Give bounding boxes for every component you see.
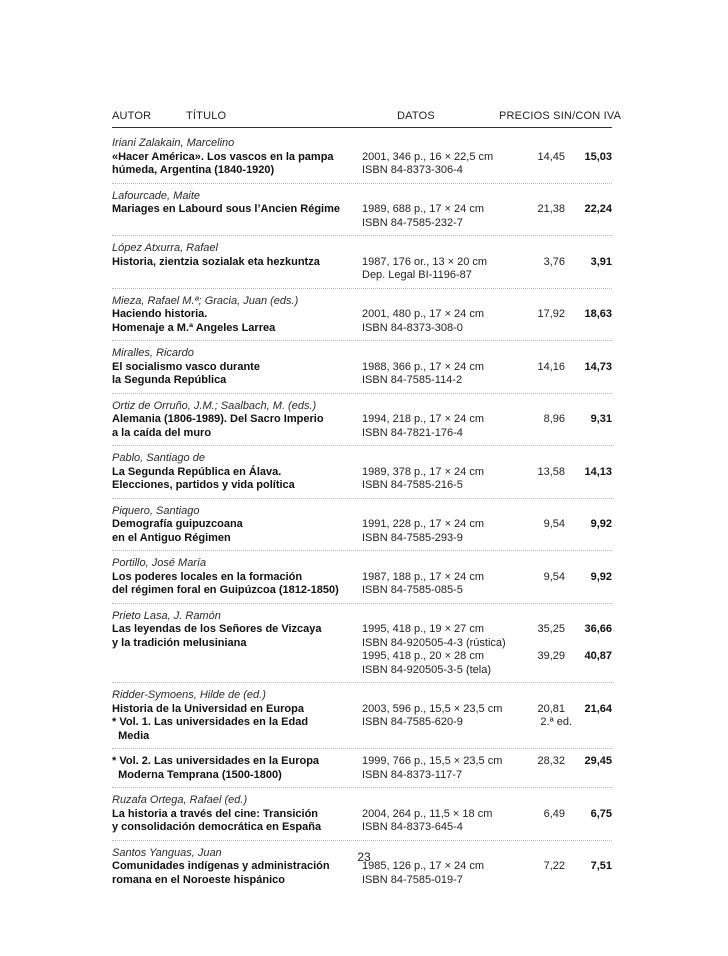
entry-datos: 1991, 228 p., 17 × 24 cm (362, 518, 485, 530)
entry-datos: ISBN 84-920505-3-5 (tela) (362, 663, 492, 676)
entry-datos: 1989, 378 p., 17 × 24 cm (362, 465, 485, 478)
entry-author: Miralles, Ricardo (112, 347, 194, 359)
entry-datos: ISBN 84-7585-293-9 (362, 531, 463, 544)
entry-datos: ISBN 84-8373-308-0 (362, 321, 463, 334)
entry-title-line: El socialismo vasco durante (112, 360, 260, 373)
price-sin-iva: 3,76 (543, 255, 565, 268)
entry-title-line: la Segunda República (112, 374, 227, 386)
catalog-entry (0, 184, 728, 237)
entry-datos: ISBN 84-920505-4-3 (rústica) (362, 636, 506, 649)
price-con-iva: 21,64 (584, 702, 612, 715)
price-sin-iva: 7,22 (543, 860, 565, 872)
entry-datos: ISBN 84-8373-117-7 (362, 768, 463, 781)
catalog-entry (0, 604, 728, 684)
entry-title-line: La Segunda República en Álava. (112, 465, 282, 478)
entry-title-line: a la caída del muro (112, 426, 212, 439)
price-con-iva: 15,03 (584, 150, 612, 163)
entry-author: López Atxurra, Rafael (112, 242, 218, 254)
entry-author: Pablo, Santiago de (112, 452, 205, 464)
entry-author: Portillo, José María (112, 557, 207, 569)
catalog-entry (0, 499, 728, 552)
entry-datos: 1988, 366 p., 17 × 24 cm (362, 360, 485, 373)
page-number: 23 (357, 850, 371, 864)
catalog-entry (0, 683, 728, 749)
entry-datos: 2003, 596 p., 15,5 × 23,5 cm (362, 702, 503, 715)
entry-author: Ruzafa Ortega, Rafael (ed.) (112, 794, 248, 806)
entry-title-line: Alemania (1806-1989). Del Sacro Imperio (112, 413, 324, 425)
price-sin-iva: 39,29 (537, 650, 565, 662)
entry-title-line: Historia de la Universidad en Europa (112, 702, 304, 715)
entry-datos: 1995, 418 p., 19 × 27 cm (362, 623, 485, 635)
catalog-entry (0, 289, 728, 342)
entry-datos: 1995, 418 p., 20 × 28 cm (362, 650, 485, 662)
header-rule (112, 127, 612, 128)
catalog-entry (0, 551, 728, 604)
price-sin-iva: 9,54 (543, 570, 565, 583)
entry-datos: 1985, 126 p., 17 × 24 cm (362, 860, 485, 872)
entry-datos: 1994, 218 p., 17 × 24 cm (362, 413, 485, 425)
header-datos: DATOS (397, 110, 435, 122)
entry-author: Lafourcade, Maite (112, 189, 201, 202)
price-con-iva: 9,92 (590, 570, 612, 583)
entry-datos: 1987, 176 or., 13 × 20 cm (362, 255, 488, 268)
price-con-iva: 40,87 (584, 650, 612, 662)
price-con-iva: 14,73 (584, 360, 612, 373)
entry-author: Ortiz de Orruño, J.M.; Saalbach, M. (eds.) (112, 399, 317, 412)
entry-datos: Dep. Legal BI-1196-87 (362, 269, 472, 281)
entry-datos: 1999, 766 p., 15,5 × 23,5 cm (362, 755, 503, 767)
entry-title-line: húmeda, Argentina (1840-1920) (112, 164, 275, 176)
price-sin-iva: 21,38 (537, 203, 565, 215)
entry-author: Prieto Lasa, J. Ramón (112, 609, 221, 622)
entry-datos: ISBN 84-8373-645-4 (362, 821, 463, 833)
entry-title-line: Comunidades indígenas y administración (112, 860, 330, 872)
entry-datos: ISBN 84-7585-232-7 (362, 216, 463, 229)
entry-datos: 2004, 264 p., 11,5 × 18 cm (362, 807, 493, 820)
entry-title-line: Media (112, 729, 150, 742)
entry-author: Santos Yanguas, Juan (112, 846, 222, 859)
entry-title-line: Moderna Temprana (1500-1800) (112, 768, 282, 781)
entry-datos: ISBN 84-7821-176-4 (362, 426, 463, 439)
price-sin-iva: 6,49 (543, 807, 565, 820)
catalog-list (0, 131, 728, 893)
price-con-iva: 9,92 (590, 518, 612, 530)
price-con-iva: 36,66 (584, 623, 612, 635)
price-sin-iva: 13,58 (537, 465, 565, 478)
catalog-entry (0, 749, 728, 788)
entry-title-line: en el Antiguo Régimen (112, 531, 231, 544)
price-sin-iva: 20,81 (537, 702, 565, 715)
entry-title-line: * Vol. 1. Las universidades en la Edad (112, 716, 309, 728)
price-sin-iva: 14,45 (537, 150, 565, 163)
price-con-iva: 22,24 (584, 203, 612, 215)
header-autor: AUTOR (112, 110, 152, 122)
catalog-entry (0, 341, 728, 394)
entry-datos: ISBN 84-8373-306-4 (362, 164, 463, 176)
entry-datos: ISBN 84-7585-216-5 (362, 479, 463, 491)
entry-author: Ridder-Symoens, Hilde de (ed.) (112, 689, 266, 701)
entry-title-line: Haciendo historia. (112, 308, 208, 320)
entry-title-line: Elecciones, partidos y vida política (112, 479, 295, 491)
entry-title-line: Los poderes locales en la formación (112, 570, 303, 583)
entry-title-line: Demografía guipuzcoana (112, 518, 243, 530)
entry-title-line: del régimen foral en Guipúzcoa (1812-1850) (112, 584, 339, 596)
entry-author: Piquero, Santiago (112, 504, 200, 517)
entry-title-line: «Hacer América». Los vascos en la pampa (112, 150, 334, 163)
catalog-entry (0, 131, 728, 184)
price-con-iva: 14,13 (584, 465, 612, 478)
entry-author: Iriani Zalakain, Marcelino (112, 137, 235, 149)
catalog-entry (0, 841, 728, 894)
entry-datos: ISBN 84-7585-085-5 (362, 584, 463, 596)
price-con-iva: 3,91 (590, 255, 612, 268)
price-sin-iva: 28,32 (537, 755, 565, 767)
header-precios: PRECIOS SIN/CON IVA (499, 110, 622, 122)
header-titulo: TÍTULO (186, 110, 227, 122)
entry-datos: 1987, 188 p., 17 × 24 cm (362, 570, 485, 583)
price-con-iva: 29,45 (584, 755, 612, 767)
price-con-iva: 7,51 (590, 860, 612, 872)
entry-title-line: Homenaje a M.ª Angeles Larrea (112, 321, 276, 334)
entry-datos: 2001, 346 p., 16 × 22,5 cm (362, 150, 494, 163)
entry-title-line: y consolidación democrática en España (112, 821, 322, 833)
entry-datos: ISBN 84-7585-620-9 (362, 716, 463, 728)
catalog-entry (0, 788, 728, 841)
entry-datos: 2001, 480 p., 17 × 24 cm (362, 308, 485, 320)
price-con-iva: 6,75 (590, 807, 612, 820)
entry-datos: 1989, 688 p., 17 × 24 cm (362, 203, 485, 215)
entry-datos: ISBN 84-7585-114-2 (362, 374, 463, 386)
price-sin-iva: 35,25 (537, 623, 565, 635)
price-con-iva: 18,63 (584, 308, 612, 320)
entry-datos: ISBN 84-7585-019-7 (362, 873, 463, 886)
price-sin-iva: 17,92 (537, 308, 565, 320)
catalog-entry (0, 236, 728, 289)
price-con-iva: 9,31 (590, 413, 612, 425)
edition-note: 2.ª ed. (540, 716, 572, 728)
price-sin-iva: 14,16 (537, 360, 565, 373)
entry-title-line: Historia, zientzia sozialak eta hezkuntza (112, 255, 320, 268)
entry-title-line: Mariages en Labourd sous l’Ancien Régime (112, 203, 340, 215)
entry-title-line: La historia a través del cine: Transición (112, 807, 319, 820)
entry-title-line: romana en el Noroeste hispánico (112, 873, 285, 886)
entry-title-line: y la tradición melusiniana (112, 636, 247, 649)
catalog-entry (0, 394, 728, 447)
entry-title-line: * Vol. 2. Las universidades en la Europa (112, 755, 320, 767)
price-sin-iva: 8,96 (543, 413, 565, 425)
catalog-entry (0, 446, 728, 499)
entry-title-line: Las leyendas de los Señores de Vizcaya (112, 623, 322, 635)
entry-author: Mieza, Rafael M.ª; Gracia, Juan (eds.) (112, 294, 299, 307)
price-sin-iva: 9,54 (543, 518, 565, 530)
